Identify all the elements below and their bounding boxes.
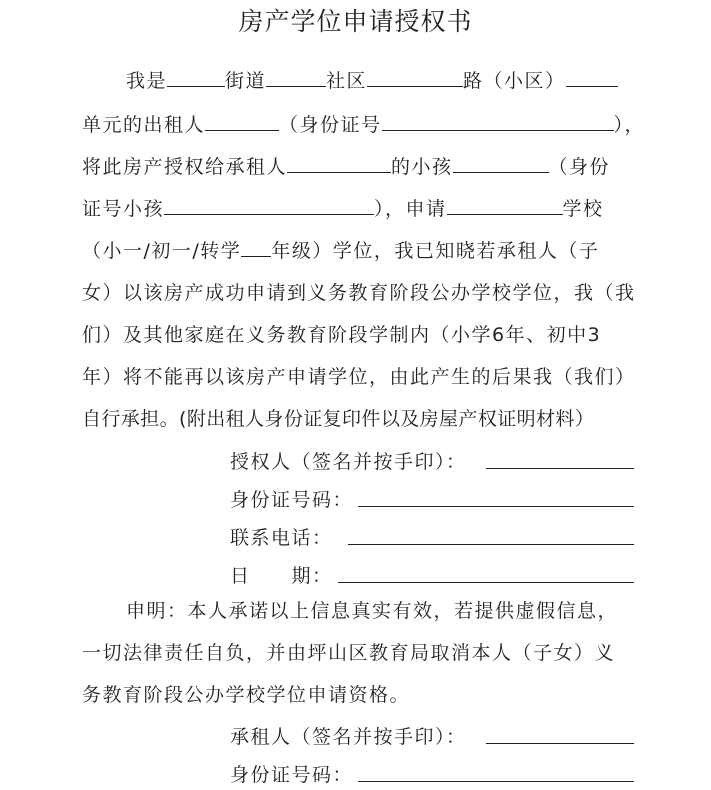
- para1-line2: 单元的出租人 （身份证号 ），: [82, 114, 646, 136]
- authorizer-id-label: 身份证号码：: [230, 489, 354, 511]
- statement-line2: 一切法律责任自负，并由坪山区教育局取消本人（子女）义: [82, 642, 616, 664]
- unit-blank[interactable]: [566, 70, 618, 87]
- tenant-id-line[interactable]: [358, 781, 634, 782]
- child-id-blank[interactable]: [164, 198, 374, 215]
- para1-line3: 将此房产授权给承租人 的小孩 （身份: [82, 156, 611, 178]
- tenant-signature-line[interactable]: [486, 743, 634, 744]
- child-name-blank[interactable]: [453, 156, 549, 173]
- para1-line7: 们）及其他家庭在义务教育阶段学制内（小学6年、初中3: [82, 324, 602, 346]
- page-title: 房产学位申请授权书: [238, 7, 473, 36]
- tenant-id-label: 身份证号码：: [230, 764, 354, 786]
- grade-blank[interactable]: [241, 240, 271, 257]
- date-line[interactable]: [338, 582, 634, 583]
- lessor-id-blank[interactable]: [382, 114, 614, 131]
- statement-line1: 申明：本人承诺以上信息真实有效，若提供虚假信息，: [126, 600, 619, 622]
- phone-label: 联系电话：: [230, 527, 333, 549]
- lessor-name-blank[interactable]: [205, 114, 279, 131]
- authorizer-id-line[interactable]: [358, 506, 634, 507]
- school-blank[interactable]: [447, 198, 563, 215]
- para1-line6: 女）以该房产成功申请到义务教育阶段公办学校学位，我（我: [82, 282, 636, 304]
- authorizer-label: 授权人（签名并按手印）：: [230, 451, 467, 473]
- tenant-name-blank[interactable]: [287, 156, 391, 173]
- para1-line1: 我是 街道 社区 路（小区）: [126, 68, 618, 94]
- road-blank[interactable]: [367, 70, 463, 87]
- date-label: 日 期：: [230, 565, 333, 587]
- para1-line9: 自行承担。(附出租人身份证复印件以及房屋产权证明材料）: [82, 408, 595, 430]
- statement-line3: 务教育阶段公办学校学位申请资格。: [82, 684, 411, 706]
- community-blank[interactable]: [266, 70, 326, 87]
- street-blank[interactable]: [167, 70, 225, 87]
- phone-line[interactable]: [348, 544, 634, 545]
- para1-line4: 证号小孩 ），申请 学校: [82, 198, 604, 220]
- tenant-label: 承租人（签名并按手印）：: [230, 726, 467, 748]
- authorizer-signature-line[interactable]: [486, 468, 634, 469]
- para1-line8: 年）将不能再以该房产申请学位，由此产生的后果我（我们）: [82, 366, 636, 388]
- para1-line5: （小一/初一/转学 年级）学位，我已知晓若承租人（子: [82, 240, 600, 262]
